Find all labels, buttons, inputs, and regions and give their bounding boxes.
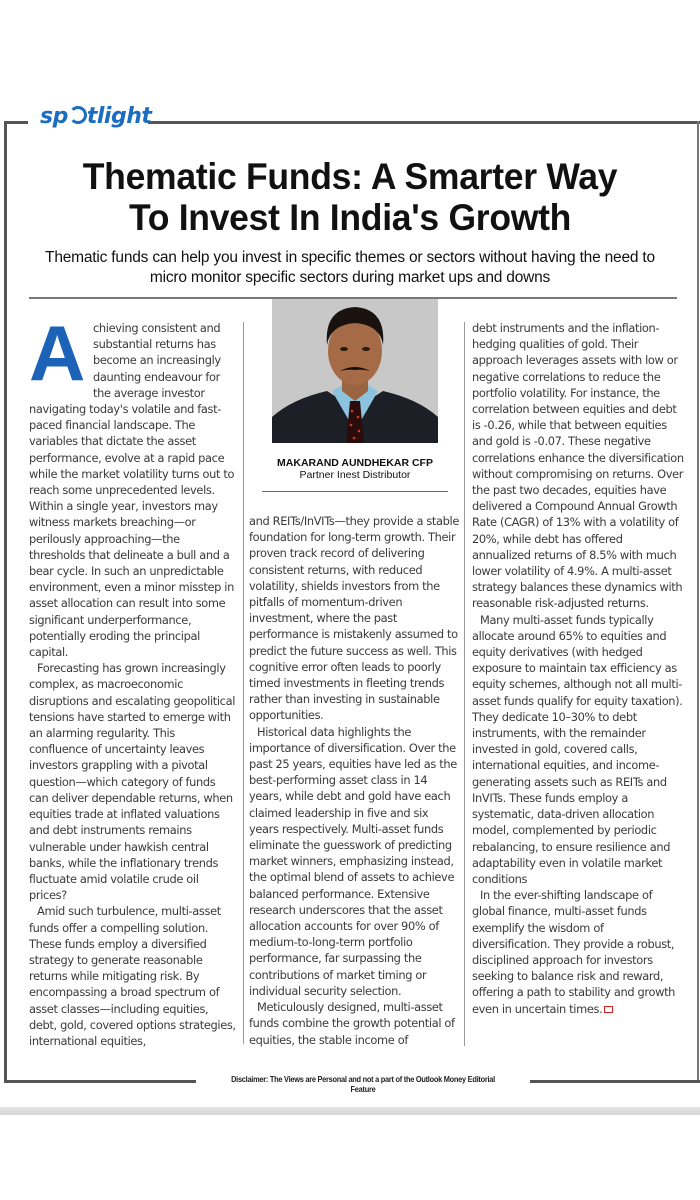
article-column-1	[29, 309, 237, 1049]
column-divider-1	[243, 322, 244, 1044]
article-column-3	[472, 320, 684, 1017]
paragraph: Forecasting has grown increasingly complex, as macroeconomic disruptions and escalating geopolitical tensions have started to emerge with an alarming regularity. This confluence of uncertainty leaves investors grappling with a pivotal question—which category of funds can deliver dependable returns, when equities trade at inflated valuations and debt instruments remains vulnerable under hawkish central banks, while the inflationary trends fluctuate amid volatile crude oil prices?	[29, 661, 236, 903]
frame-bottom-border-right	[530, 1080, 700, 1083]
standfirst-line-1: Thematic funds can help you invest in specific themes or sectors without having the need to	[45, 249, 655, 266]
author-name: MAKARAND AUNDHEKAR CFP	[277, 457, 433, 469]
column-divider-2	[464, 322, 465, 1046]
standfirst-line-2: micro monitor specific sectors during market ups and downs	[149, 269, 551, 286]
article-column-2	[249, 513, 461, 1048]
headline	[33, 156, 667, 238]
headline-line-2: To Invest In India's Growth	[128, 197, 572, 238]
paragraph	[472, 887, 684, 1017]
frame-bottom-border-left	[4, 1080, 196, 1083]
paragraph: Many multi-asset funds typically allocate around 65% to equities and equity derivatives (with hedged exposure to maintain tax efficiency as equity schemes, although not all multi-asset funds qualify for equity taxation). They dedicate 10–30% to debt instruments, with the remainder invested in gold, covered calls, international equities, and income-generating assets such as REITs and InVITs. These funds employ a systematic, data-driven allocation model, complemented by periodic rebalancing, to ensure resilience and adaptability even in volatile market conditions	[472, 612, 683, 886]
disclaimer: Disclaimer: The Views are Personal and not a part of the Outlook Money Editorial Feature	[231, 1074, 495, 1094]
brand-prefix: sp	[40, 104, 68, 129]
brand-suffix: tlight	[86, 104, 152, 129]
paragraph: Meticulously designed, multi-asset funds combine the growth potential of equities, the stable income of	[249, 1000, 455, 1047]
portrait-photo-icon	[272, 299, 438, 443]
page-separator	[0, 1107, 700, 1115]
paragraph-text: chieving consistent and substantial returns has become an increasingly daunting endeavour for the average investor navigating today's volatile and fast-paced financial landscape. The variables that dictate the asset performance, evolve at a rapid pace while the market volatility turns out to reach some unprecedented levels. Within a single year, investors may witness markets breaching—or perilously approaching—the thresholds that delineate a bull and a bear cycle. In such an unpredictable environment, even a minor misstep in asset allocation can result into some significant underperformance, potentially eroding the principal capital.	[29, 321, 235, 660]
author-divider	[262, 491, 448, 492]
frame-top-border-left	[4, 121, 28, 124]
frame-left-border	[4, 121, 7, 1082]
paragraph: and REITs/InVITs—they provide a stable foundation for long-term growth. Their proven track record of delivering consistent returns, with reduced volatility, shields investors from the pitfalls of momentum-driven investment, where the past performance is mistakenly assumed to predict the future success as well. This cognitive error often leads to poorly timed investments in fleeting trends rather than investing in sustainable opportunities.	[249, 514, 460, 723]
author-photo	[272, 299, 438, 443]
paragraph: Amid such turbulence, multi-asset funds offer a compelling solution. These funds employ a diversified strategy to generate reasonable returns while mitigating risk. By encompassing a broad spectrum of asset classes—including equities, debt, gold, covered options strategies, international equities,	[29, 904, 236, 1048]
end-of-article-icon	[604, 1006, 613, 1013]
standfirst	[20, 248, 680, 288]
author-title: Partner Inest Distributor	[299, 469, 411, 481]
drop-cap: A	[29, 309, 85, 397]
frame-right-border	[697, 121, 699, 1082]
paragraph: debt instruments and the inflation-hedging qualities of gold. Their approach leverages assets with low or negative correlations to reduce the portfolio volatility. For instance, the correlation between equities and debt is -0.26, while that between equities and gold is -0.07. These negative correlations enhance the diversification without compromising on returns. Over the past two decades, equities have delivered a Compound Annual Growth Rate (CAGR) of 13% with a volatility of 20%, while debt has offered annualized returns of 8.5% with much lower volatility of 4.9%. A multi-asset strategy balances these dynamics with reasonable risk-adjusted returns.	[472, 321, 684, 611]
frame-top-border-right	[148, 121, 700, 124]
paragraph-text: In the ever-shifting landscape of global finance, multi-asset funds exemplify the wisdom of diversification. They provide a robust, disciplined approach for investors seeking to balance risk and reward, offering a path to stability and growth even in uncertain times.	[472, 888, 676, 1016]
spotlight-logo	[40, 104, 151, 129]
headline-line-1: Thematic Funds: A Smarter Way	[82, 156, 618, 197]
paragraph	[29, 309, 237, 660]
spotlight-o-icon	[69, 106, 87, 124]
paragraph: Historical data highlights the importance of diversification. Over the past 25 years, equities have led as the best-performing asset class in 14 years, while debt and gold have each claimed leadership in five and six years respectively. Multi-asset funds eliminate the guesswork of predicting market winners, emphasizing instead, the optimal blend of assets to achieve balanced performance. Extensive research underscores that the asset allocation accounts for over 90% of medium-to-long-term portfolio performance, far surpassing the contributions of market timing or individual security selection.	[249, 724, 457, 998]
